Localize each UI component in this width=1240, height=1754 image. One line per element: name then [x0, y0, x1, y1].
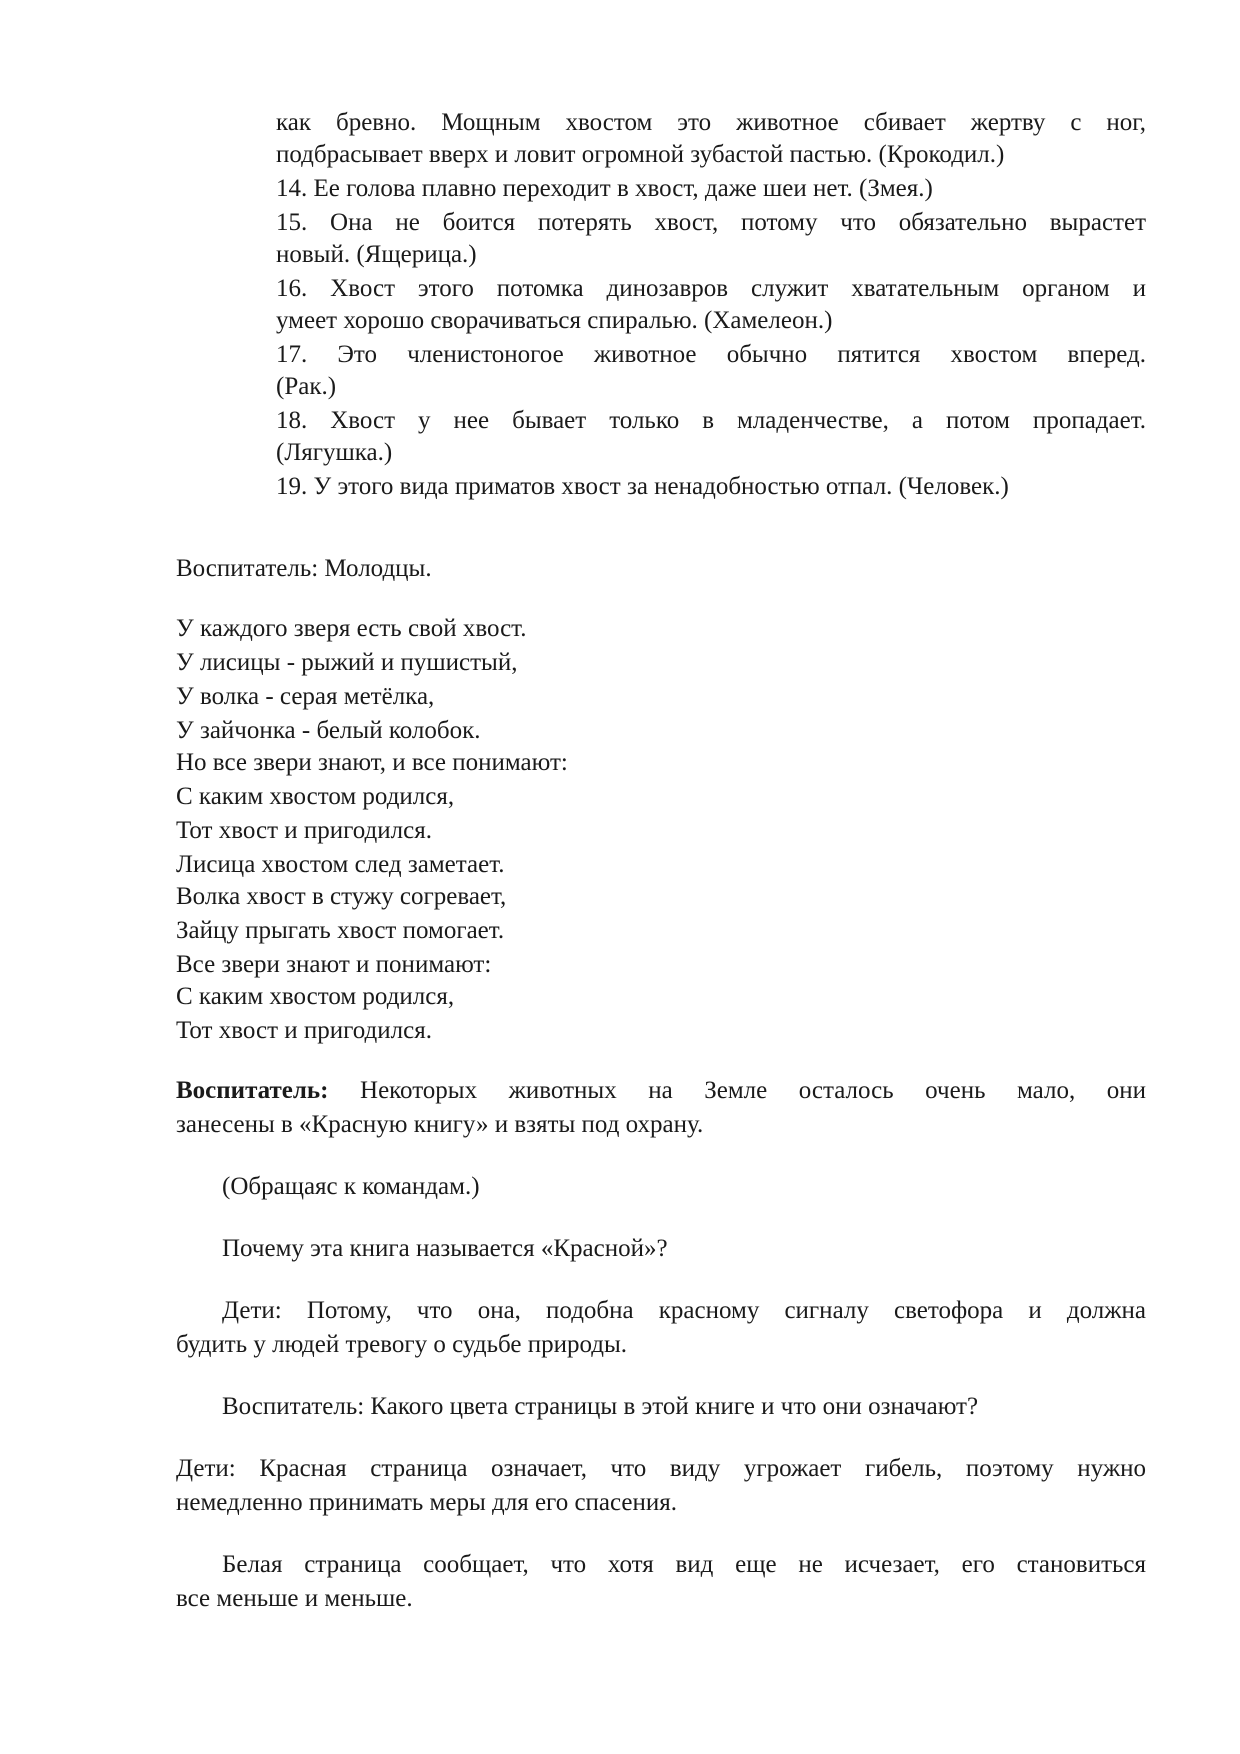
poem-line: У каждого зверя есть свой хвост. [176, 615, 527, 642]
children-answer-1 [222, 1296, 1146, 1326]
poem-line: Тот хвост и пригодился. [176, 1017, 432, 1044]
poem-line: У лисицы - рыжий и пушистый, [176, 649, 518, 676]
riddle-14: 14. Ее голова плавно переходит в хвост, даже шеи нет. (Змея.) [276, 175, 933, 202]
riddle-15-line1: 15. Она не боится потерять хвост, потому что обязательно вырастет [276, 209, 1146, 236]
riddle-16-line2: умеет хорошо сворачиваться спиралью. (Хамелеон.) [276, 307, 833, 334]
riddle-15-line2: новый. (Ящерица.) [276, 241, 477, 268]
riddle-13 [276, 108, 1146, 138]
question: Почему эта книга называется «Красной»? [222, 1235, 668, 1262]
riddle-18-line2: (Лягушка.) [276, 439, 393, 466]
riddle-18-line1: 18. Хвост у нее бывает только в младенчестве, а потом пропадает. [276, 407, 1146, 434]
stage-note: (Обращаяс к командам.) [222, 1173, 480, 1200]
poem-line: Но все звери знают, и все понимают: [176, 749, 568, 776]
children-answer-1-line2: будить у людей тревогу о судьбе природы. [176, 1331, 628, 1358]
poem-line: Все звери знают и понимают: [176, 951, 492, 978]
speaker-label: Воспитатель: [176, 1077, 329, 1104]
riddle-15 [276, 208, 1146, 238]
poem-line: С каким хвостом родился, [176, 983, 455, 1010]
poem-line: Тот хвост и пригодился. [176, 817, 432, 844]
poem-line: Зайцу прыгать хвост помогает. [176, 917, 505, 944]
white-page-paragraph [222, 1550, 1146, 1580]
teacher-praise: Воспитатель: Молодцы. [176, 555, 432, 582]
riddle-18 [276, 406, 1146, 436]
children-answer-1-line1: Дети: Потому, что она, подобна красному сигналу светофора и должна [222, 1297, 1146, 1324]
teacher-paragraph-line1 [176, 1076, 1146, 1106]
poem-line: У зайчонка - белый колобок. [176, 717, 481, 744]
teacher-paragraph-text: Некоторых животных на Земле осталось очень мало, они [360, 1077, 1147, 1104]
riddle-17 [276, 340, 1146, 370]
teacher-paragraph-line2: занесены в «Красную книгу» и взяты под охрану. [176, 1111, 704, 1138]
riddle-19: 19. У этого вида приматов хвост за ненадобностью отпал. (Человек.) [276, 473, 1009, 500]
white-page-line2: все меньше и меньше. [176, 1585, 413, 1612]
teacher-question-2: Воспитатель: Какого цвета страницы в этой книге и что они означают? [222, 1393, 979, 1420]
poem-line: Волка хвост в стужу согревает, [176, 883, 507, 910]
riddle-17-line2: (Рак.) [276, 373, 337, 400]
riddle-16-line1: 16. Хвост этого потомка динозавров служит хватательным органом и [276, 275, 1146, 302]
riddle-13-line1: как бревно. Мощным хвостом это животное сбивает жертву с ног, [276, 109, 1146, 136]
children-answer-2 [176, 1454, 1146, 1484]
children-answer-2-line1: Дети: Красная страница означает, что виду угрожает гибель, поэтому нужно [176, 1455, 1146, 1482]
poem-line: С каким хвостом родился, [176, 783, 455, 810]
poem-line: У волка - серая метёлка, [176, 683, 435, 710]
riddle-17-line1: 17. Это членистоногое животное обычно пятится хвостом вперед. [276, 341, 1146, 368]
children-answer-2-line2: немедленно принимать меры для его спасения. [176, 1489, 678, 1516]
white-page-line1: Белая страница сообщает, что хотя вид еще не исчезает, его становиться [222, 1551, 1146, 1578]
riddle-13-line2: подбрасывает вверх и ловит огромной зубастой пастью. (Крокодил.) [276, 141, 1005, 168]
riddle-16 [276, 274, 1146, 304]
poem-line: Лисица хвостом след заметает. [176, 851, 505, 878]
